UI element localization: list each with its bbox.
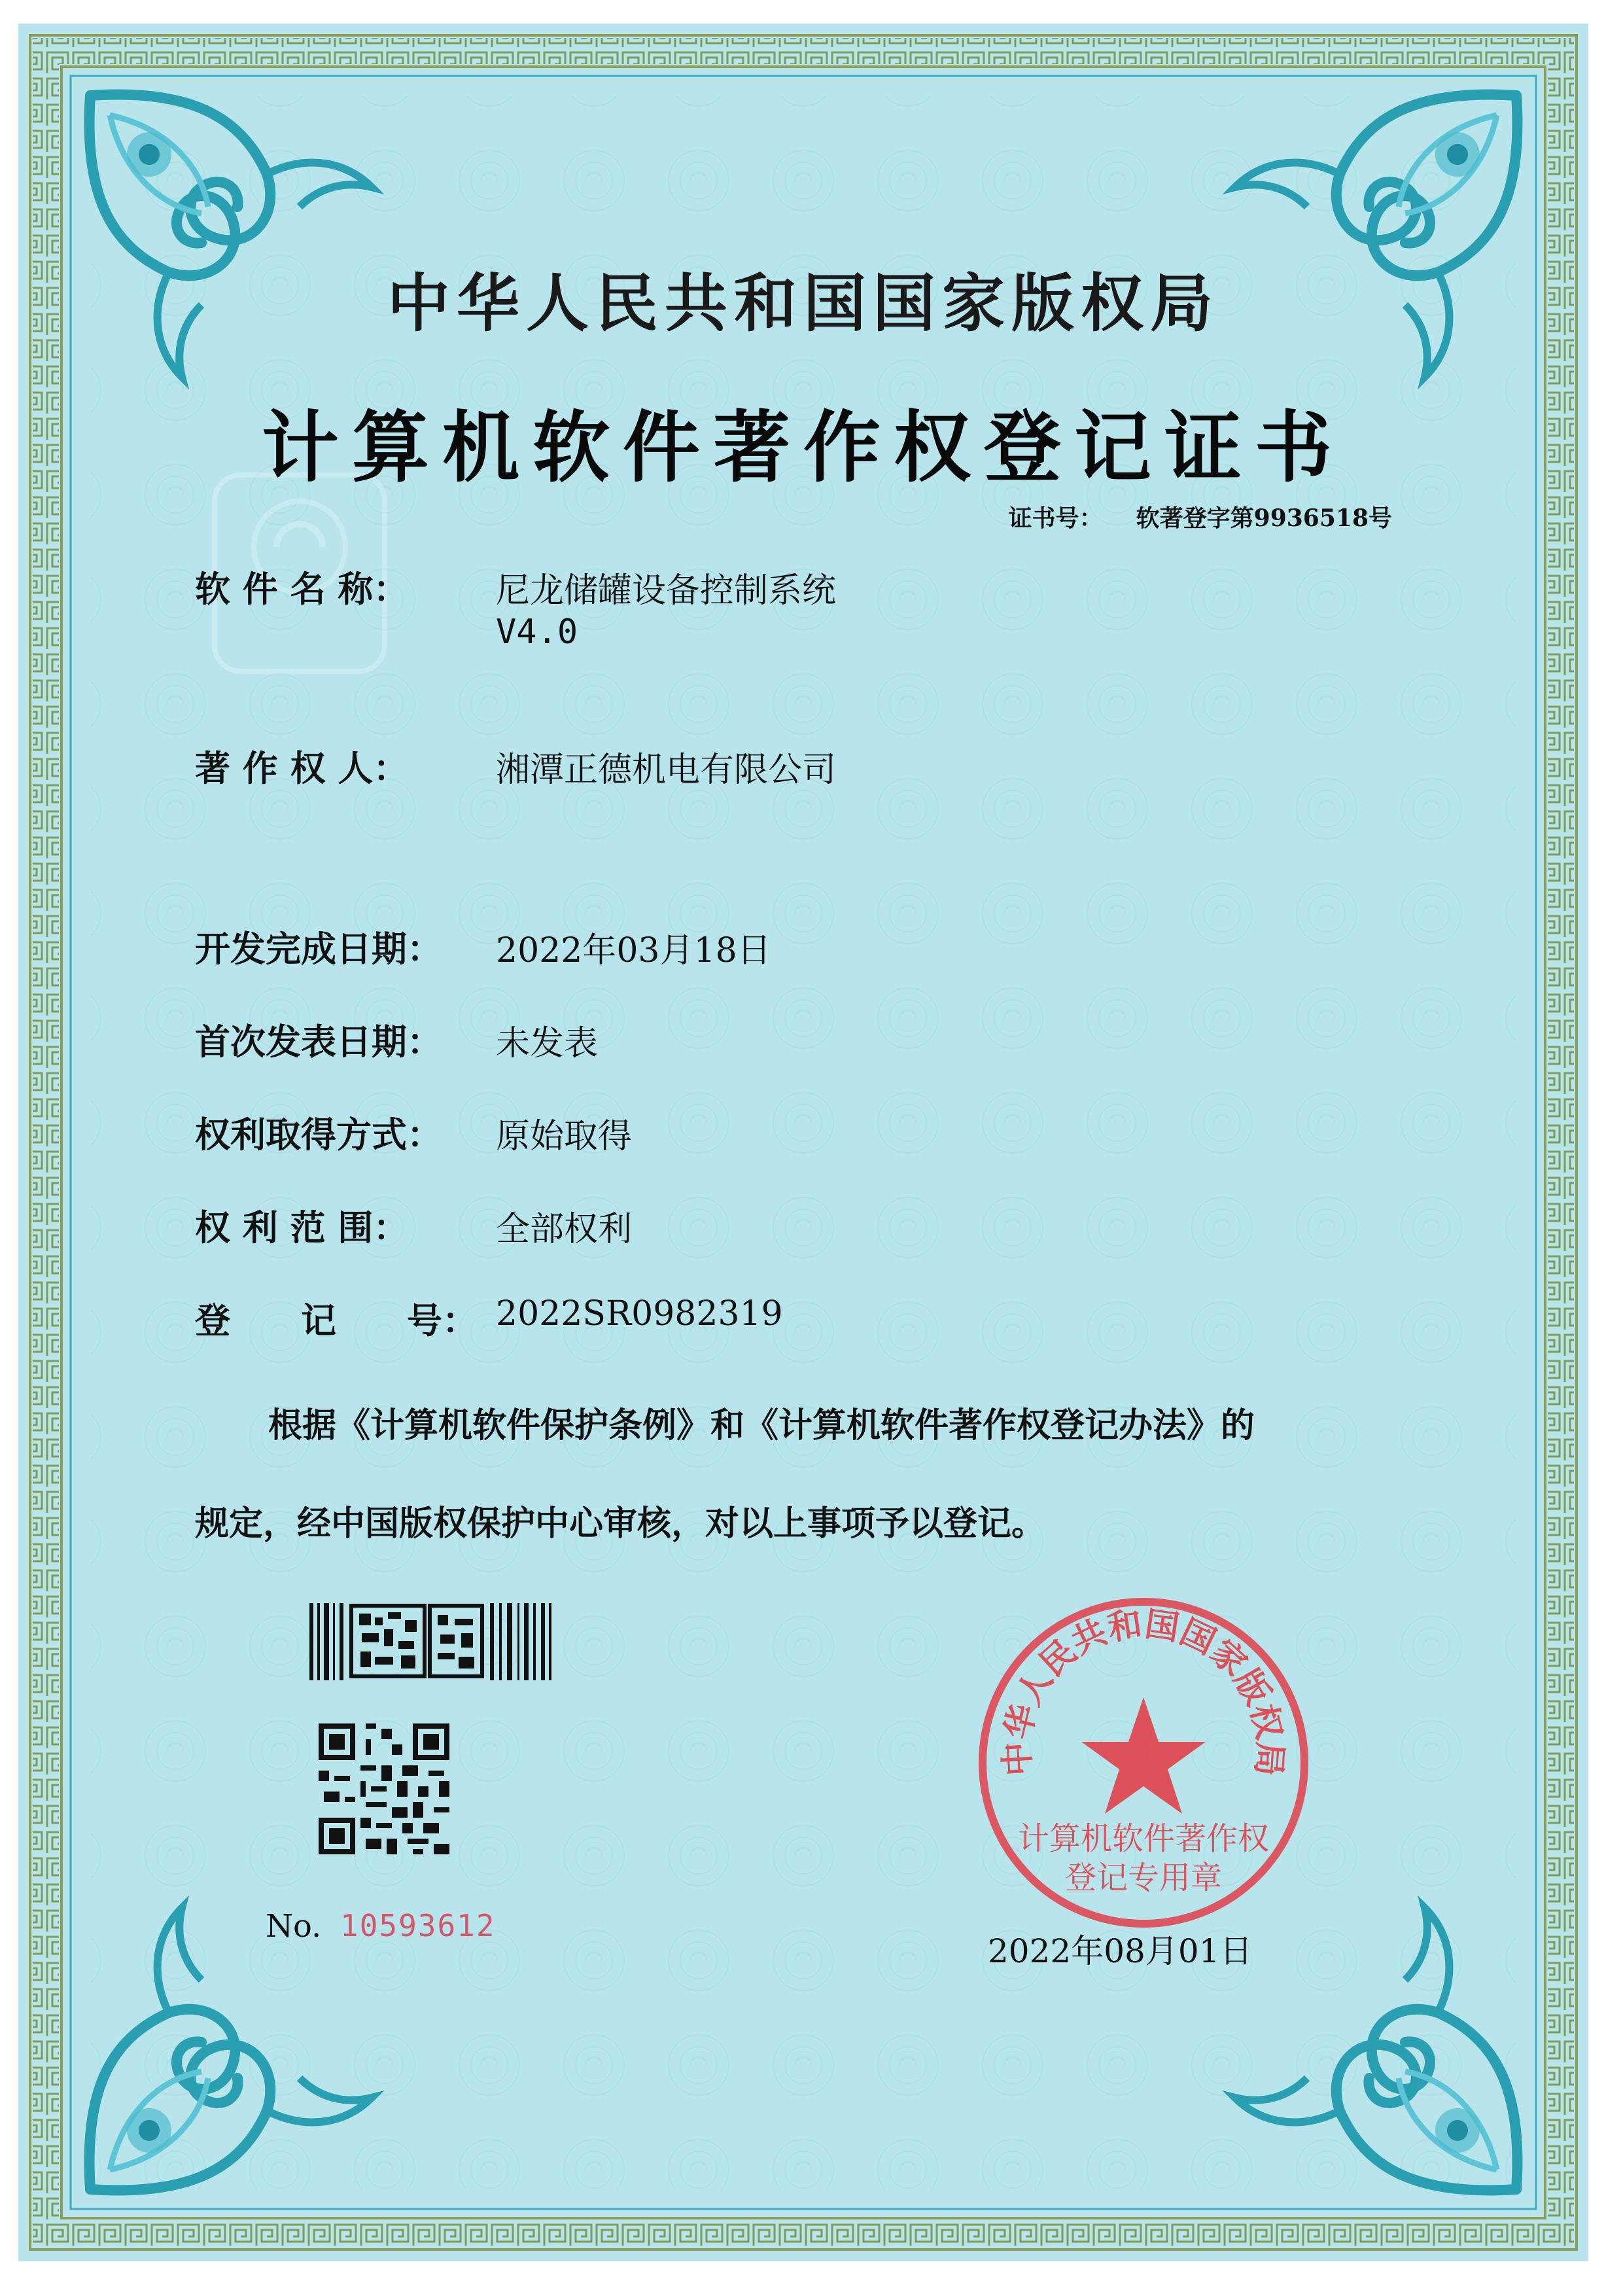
field-label-software-name: 软 件 名 称： [195, 568, 409, 610]
issuer-heading: 中华人民共和国国家版权局 [387, 266, 1219, 340]
field-value-publication-date: 未发表 [496, 1024, 599, 1063]
seal-arc-text: 中华人民共和国国家版权局 [996, 1604, 1291, 1778]
field-label-acquisition-method: 权利取得方式： [195, 1114, 442, 1156]
seal-line-2: 登记专用章 [1064, 1860, 1223, 1896]
certificate-number [1009, 500, 1392, 533]
field-label-completion-date: 开发完成日期： [195, 928, 442, 970]
certificate-number-label: 证书号： [1008, 504, 1103, 532]
qr-code-image [319, 1723, 449, 1854]
statement-line-1: 根据《计算机软件保护条例》和《计算机软件著作权登记办法》的 [268, 1405, 1255, 1445]
certificate-title: 计算机软件著作权登记证书 [261, 402, 1345, 493]
certificate-number-value: 软著登字第9936518号 [1136, 504, 1392, 532]
barcode-image [309, 1603, 551, 1680]
statement-line-2: 规定，经中国版权保护中心审核，对以上事项予以登记。 [195, 1504, 1046, 1544]
field-value-rights-scope: 全部权利 [496, 1210, 633, 1249]
certificate-sheet [18, 24, 1588, 2261]
field-label-copyright-owner: 著 作 权 人： [195, 747, 409, 789]
field-value-registration-number: 2022SR0982319 [496, 1294, 783, 1333]
field-value-copyright-owner: 湘潭正德机电有限公司 [496, 751, 837, 790]
field-value-software-version: V4.0 [496, 612, 578, 652]
field-label-publication-date: 首次发表日期： [195, 1021, 442, 1063]
serial-number: 10593612 [340, 1908, 496, 1943]
issue-date: 2022年08月01日 [988, 1932, 1253, 1970]
seal-line-1: 计算机软件著作权 [1017, 1820, 1270, 1857]
serial-number-prefix: No. [266, 1908, 322, 1945]
field-value-software-name: 尼龙储罐设备控制系统 [496, 571, 837, 610]
field-value-acquisition-method: 原始取得 [496, 1117, 633, 1156]
field-value-completion-date: 2022年03月18日 [496, 931, 771, 970]
official-seal [973, 1593, 1314, 1933]
field-label-rights-scope: 权 利 范 围： [195, 1207, 409, 1248]
field-label-registration-number: 登 记 号： [195, 1299, 478, 1341]
